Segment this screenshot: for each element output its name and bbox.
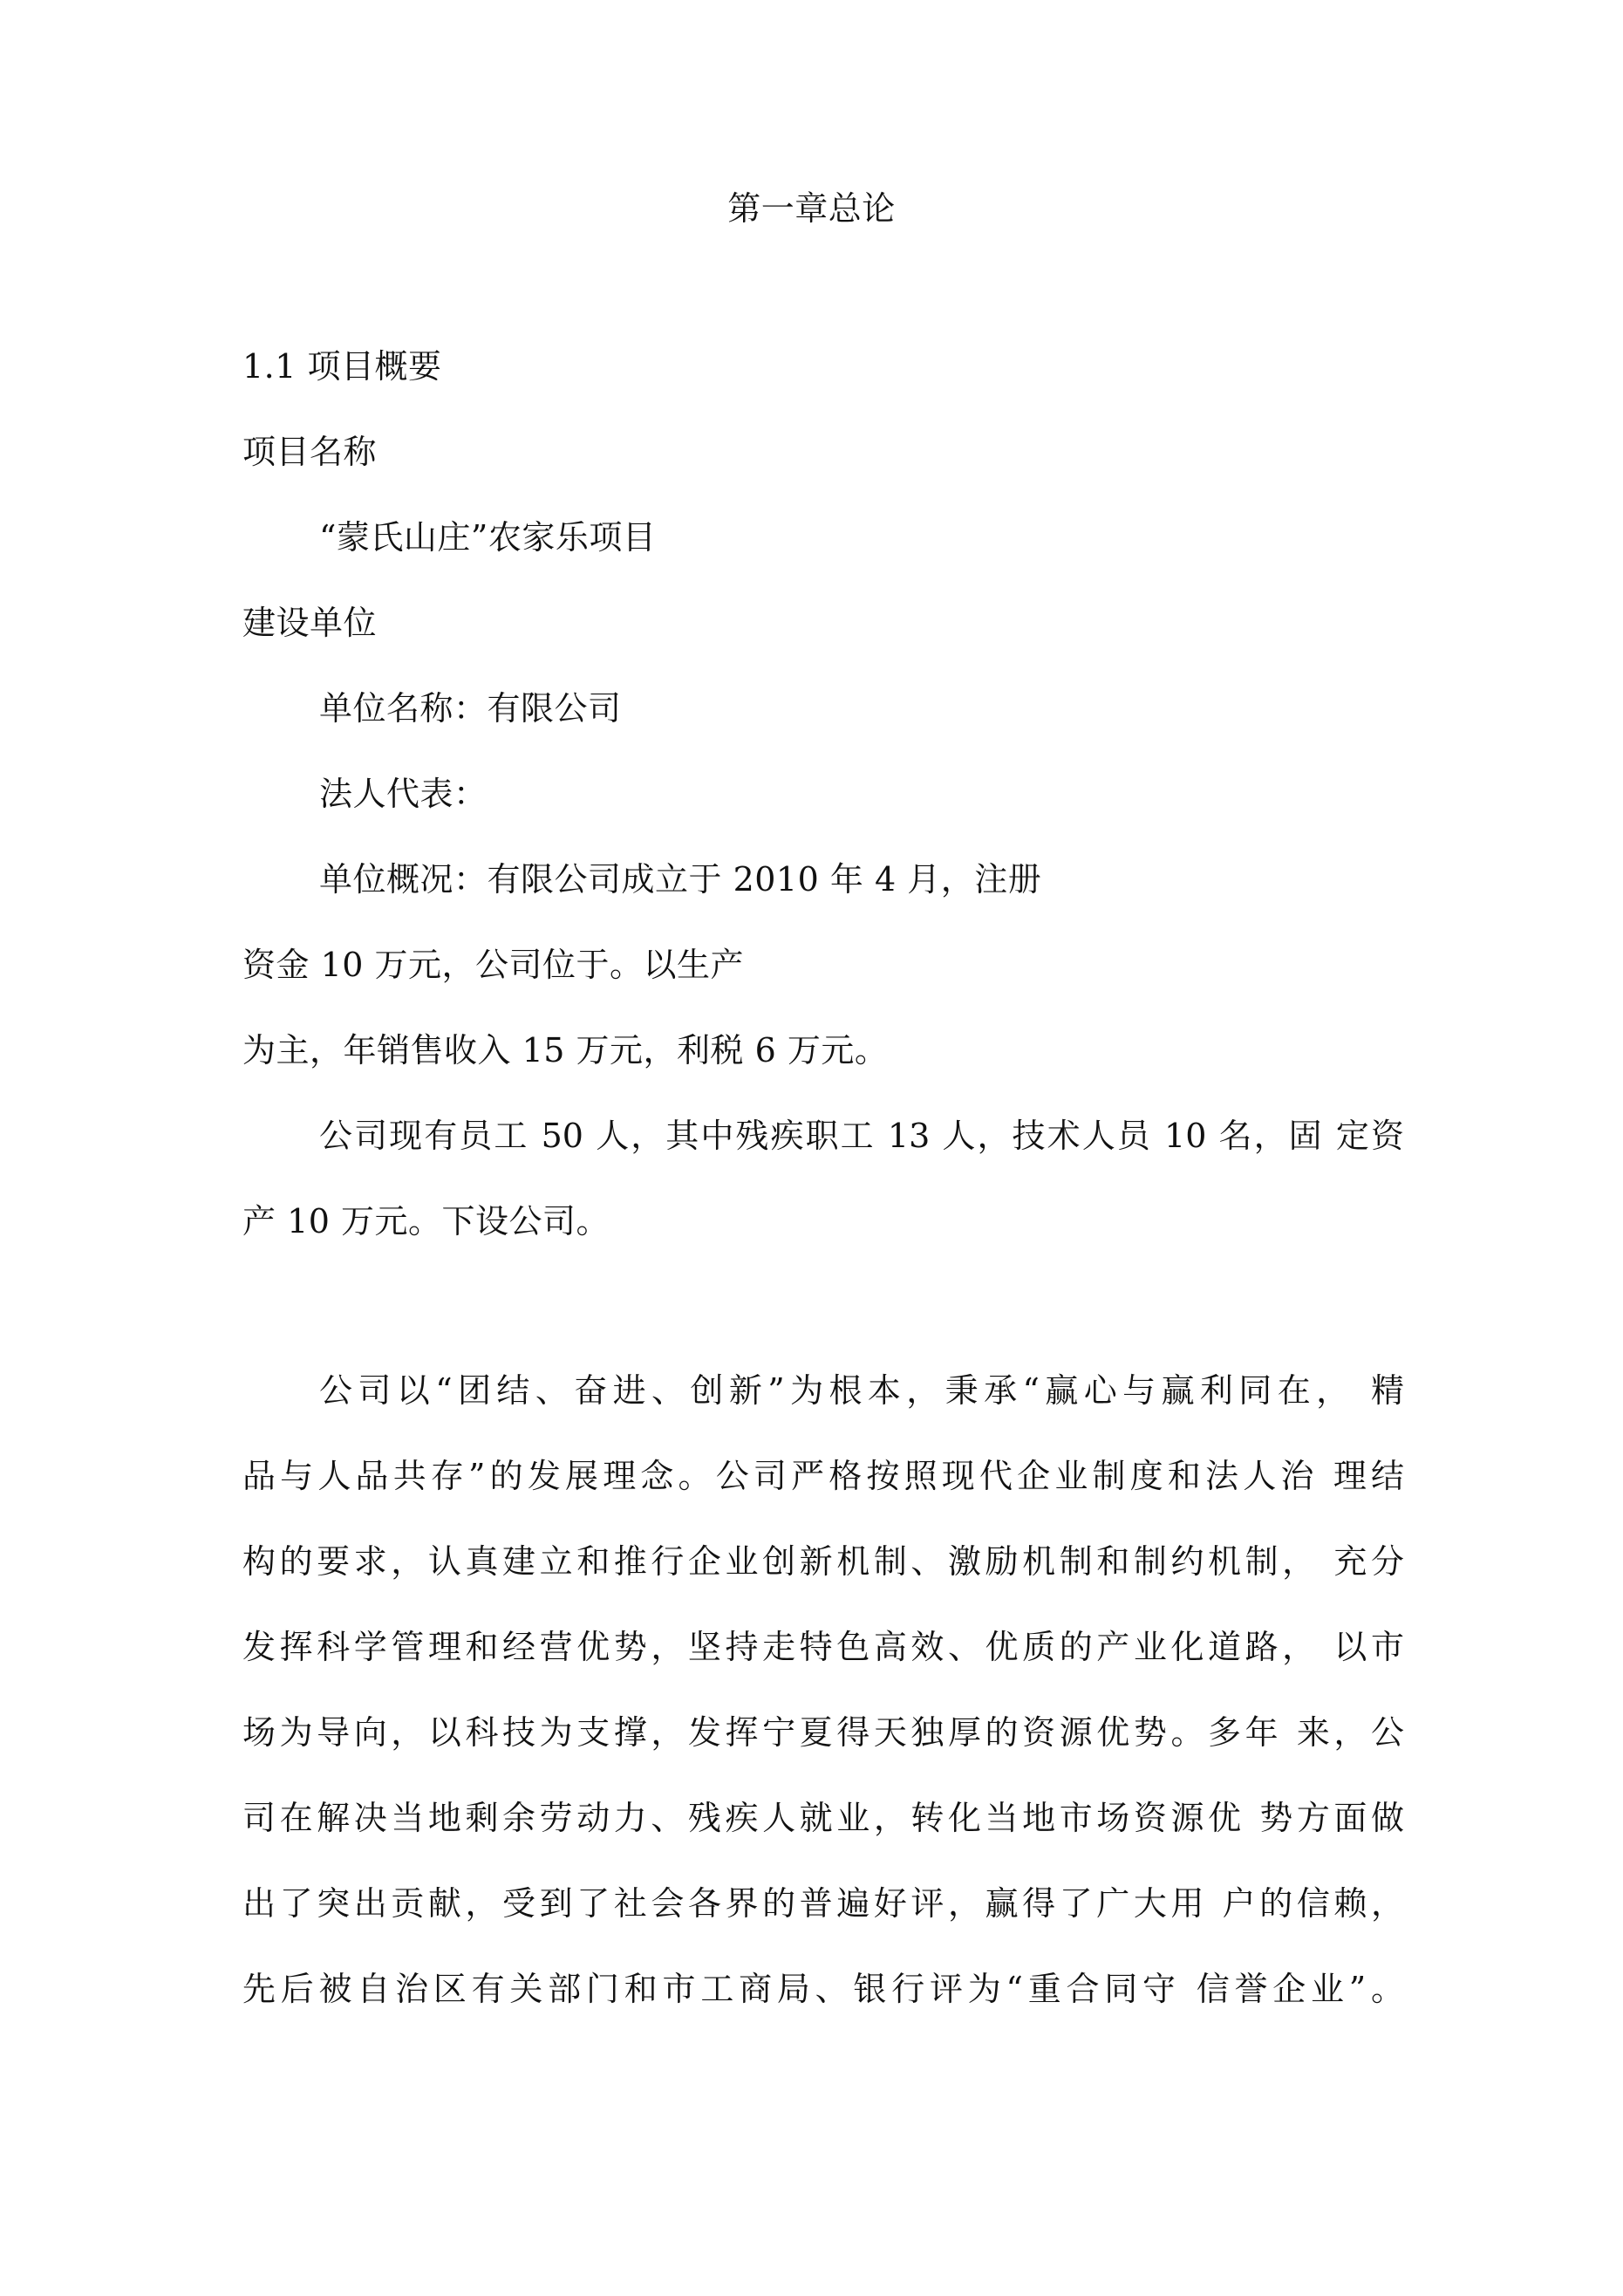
- project-name-value: “蒙氏山庄”农家乐项目: [319, 518, 657, 557]
- overview-line-2: 资金 10 万元，公司位于。以生产: [242, 946, 745, 984]
- paragraph-line: 品与人品共存”的发展理念。公司严格按照现代企业制度和法人治 理结: [242, 1457, 1404, 1495]
- paragraph-line: 场为导向，以科技为支撑，发挥宁夏得天独厚的资源优势。多年 来，公: [242, 1713, 1404, 1752]
- paragraph-line: 发挥科学管理和经营优势，坚持走特色高效、优质的产业化道路， 以市: [242, 1628, 1404, 1666]
- section-heading: 1.1 项目概要: [242, 347, 442, 386]
- unit-name: 单位名称：有限公司: [319, 689, 622, 728]
- paragraph-line: 出了突出贡献，受到了社会各界的普遍好评，赢得了广大用 户的信赖，: [242, 1884, 1404, 1923]
- paragraph-line: 构的要求，认真建立和推行企业创新机制、激励机制和制约机制， 充分: [242, 1542, 1404, 1581]
- chapter-title: 第一章总论: [727, 189, 896, 228]
- project-name-label: 项目名称: [242, 433, 378, 471]
- staff-line-1: 公司现有员工 50 人，其中残疾职工 13 人，技术人员 10 名，固 定资: [319, 1117, 1404, 1155]
- staff-line-2: 产 10 万元。下设公司。: [242, 1202, 610, 1240]
- overview-line-3: 为主，年销售收入 15 万元，利税 6 万元。: [242, 1031, 889, 1069]
- legal-representative: 法人代表：: [319, 775, 488, 813]
- overview-line-1: 单位概况：有限公司成立于 2010 年 4 月，注册: [319, 860, 1042, 899]
- paragraph-line: 公司以“团结、奋进、创新”为根本，秉承“赢心与赢利同在， 精: [319, 1371, 1404, 1410]
- paragraph-line: 先后被自治区有关部门和市工商局、银行评为“重合同守 信誉企业”。: [242, 1970, 1404, 2008]
- builder-label: 建设单位: [242, 604, 378, 642]
- paragraph-line: 司在解决当地剩余劳动力、残疾人就业，转化当地市场资源优 势方面做: [242, 1799, 1404, 1837]
